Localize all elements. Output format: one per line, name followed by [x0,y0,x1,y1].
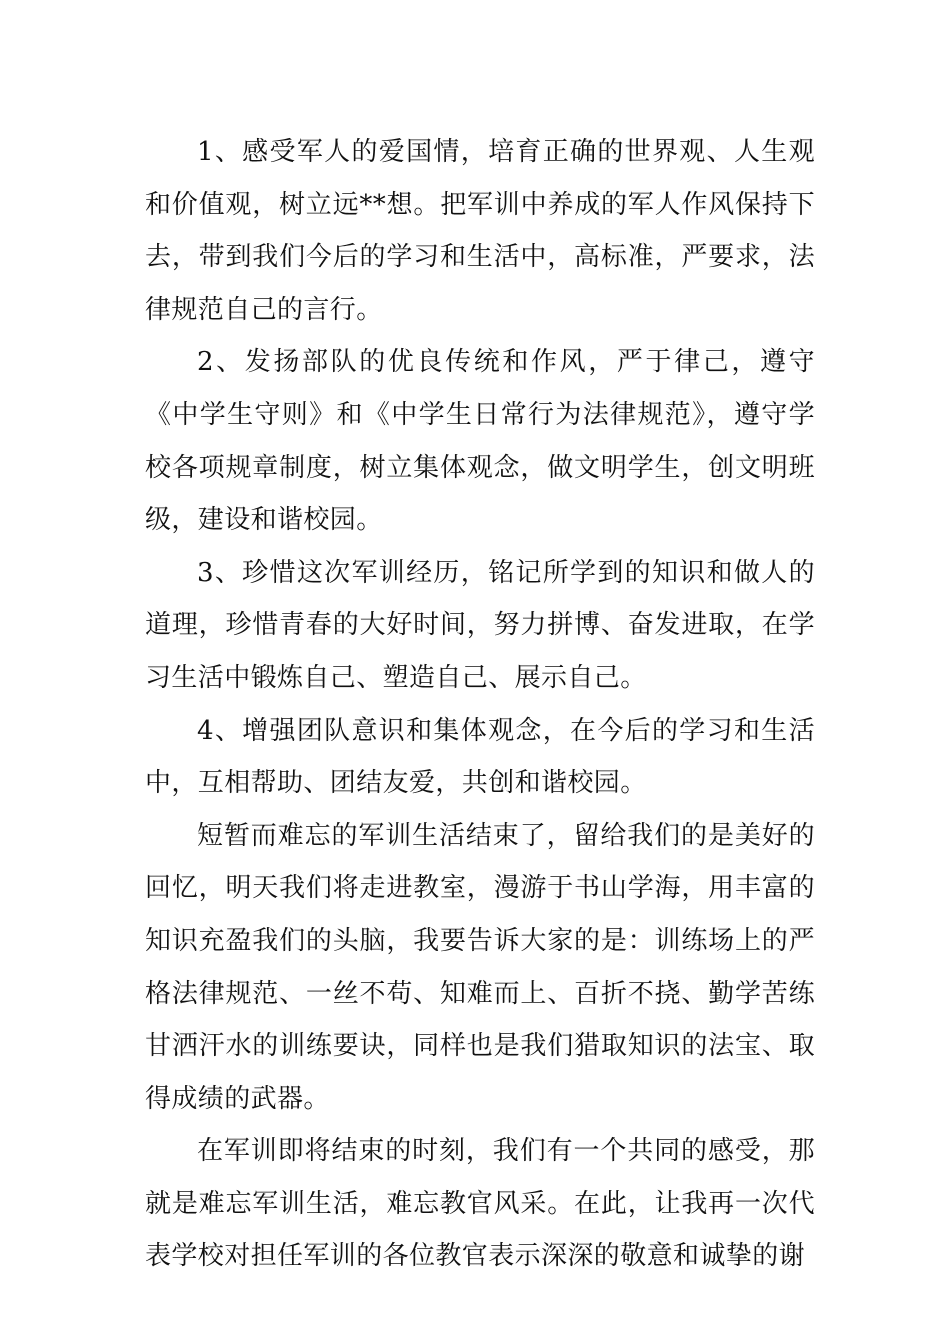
paragraph-item-1: 1、感受军人的爱国情，培育正确的世界观、人生观和价值观，树立远**想。把军训中养成的军人作风保持下去，带到我们今后的学习和生活中，高标准，严要求，法律规范自己的言行。 [145,137,815,325]
paragraph-item-4: 4、增强团队意识和集体观念，在今后的学习和生活中，互相帮助、团结友爱，共创和谐校园。 [145,715,815,799]
paragraph-thanks: 在军训即将结束的时刻，我们有一个共同的感受，那就是难忘军训生活，难忘教官风采。在此，让我再一次代表学校对担任军训的各位教官表示深深的敬意和诚挚的谢 [145,1136,815,1272]
paragraph-item-3: 3、珍惜这次军训经历，铭记所学到的知识和做人的道理，珍惜青春的大好时间，努力拼博、奋发进取，在学习生活中锻炼自己、塑造自己、展示自己。 [145,557,815,693]
document-body [145,126,815,1283]
paragraph-closing: 短暂而难忘的军训生活结束了，留给我们的是美好的回忆，明天我们将走进教室，漫游于书山学海，用丰富的知识充盈我们的头脑，我要告诉大家的是：训练场上的严格法律规范、一丝不苟、知难而上、百折不挠、勤学苦练甘洒汗水的训练要诀，同样也是我们猎取知识的法宝、取得成绩的武器。 [145,820,815,1114]
paragraph-item-2: 2、发扬部队的优良传统和作风，严于律己，遵守《中学生守则》和《中学生日常行为法律规范》，遵守学校各项规章制度，树立集体观念，做文明学生，创文明班级，建设和谐校园。 [145,347,815,536]
